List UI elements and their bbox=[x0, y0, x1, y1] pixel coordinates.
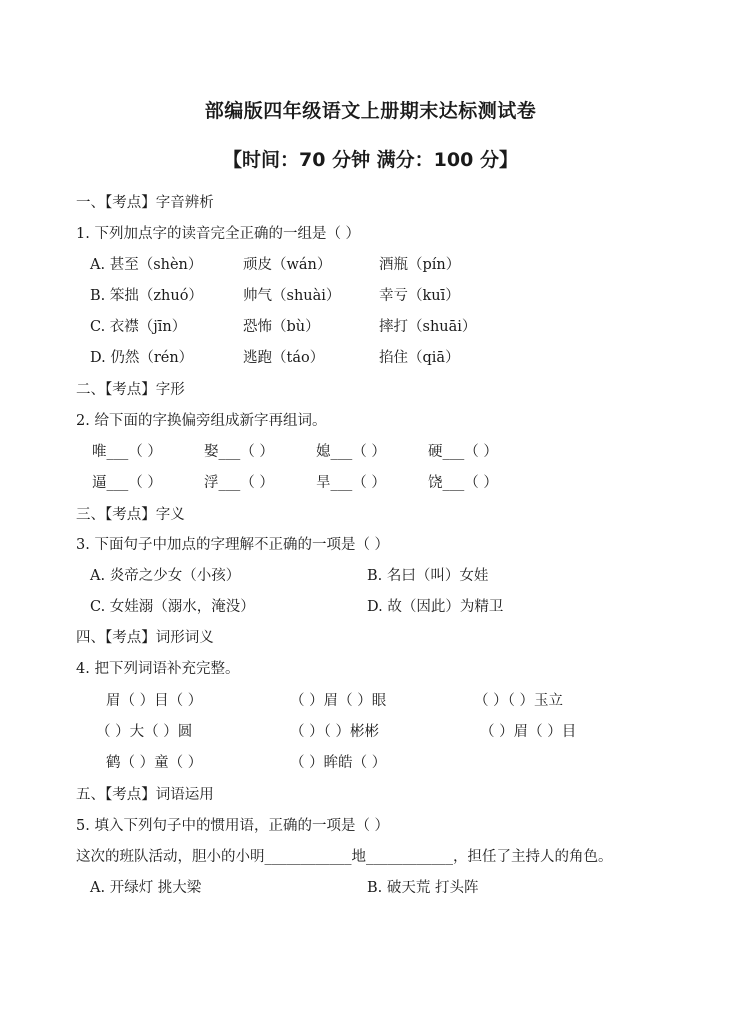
exam-time-score: 【时间：70 分钟 满分：100 分】 bbox=[223, 149, 518, 171]
q2-item: 硬___（ ） bbox=[428, 444, 498, 460]
q3-option-d: D. 故（因此）为精卫 bbox=[367, 599, 504, 615]
q4-item: （ ）眸皓（ ） bbox=[290, 755, 387, 771]
q1-option-a: A. 甚至（shèn） bbox=[90, 257, 203, 273]
q1-option-c-word3: 摔打（shuāi） bbox=[379, 319, 477, 335]
exam-title: 部编版四年级语文上册期末达标测试卷 bbox=[204, 100, 537, 122]
q2-item: 饶___（ ） bbox=[428, 475, 498, 491]
q2-item: 旱___（ ） bbox=[316, 475, 386, 491]
q4-item: （ ）眉（ ）眼 bbox=[290, 693, 387, 709]
question-1: 1. 下列加点字的读音完全正确的一组是（ ） bbox=[76, 226, 361, 242]
q3-option-a: A. 炎帝之少女（小孩） bbox=[90, 568, 241, 584]
q2-item: 媳___（ ） bbox=[316, 444, 386, 460]
q1-option-a-word3: 酒瓶（pín） bbox=[379, 257, 461, 273]
section-heading: 五、【考点】词语运用 bbox=[76, 787, 214, 803]
q1-option-d-word2: 逃跑（táo） bbox=[243, 350, 325, 366]
q5-option-a: A. 开绿灯 挑大梁 bbox=[90, 880, 202, 896]
q3-option-c: C. 女娃溺（溺水，淹没） bbox=[90, 599, 255, 615]
q1-option-b-word3: 幸亏（kuī） bbox=[379, 288, 460, 304]
section-heading: 四、【考点】词形词义 bbox=[76, 630, 214, 646]
q3-option-b: B. 名曰（叫）女娃 bbox=[367, 568, 489, 584]
question-3: 3. 下面句子中加点的字理解不正确的一项是（ ） bbox=[76, 537, 390, 553]
section-heading: 一、【考点】字音辨析 bbox=[76, 195, 214, 211]
q2-item: 娶___（ ） bbox=[204, 444, 274, 460]
q1-option-c-word2: 恐怖（bù） bbox=[243, 319, 320, 335]
q4-item: 鹤（ ）童（ ） bbox=[106, 755, 203, 771]
q1-option-a-word2: 顽皮（wán） bbox=[243, 257, 332, 273]
q4-item: （ ）眉（ ）目 bbox=[480, 724, 577, 740]
q1-option-b-word2: 帅气（shuài） bbox=[243, 288, 341, 304]
q5-sentence: 这次的班队活动，胆小的小明____________地____________，担任了主持人的角色。 bbox=[76, 849, 613, 865]
q4-item: （ ）（ ）玉立 bbox=[474, 693, 563, 709]
q5-option-b: B. 破天荒 打头阵 bbox=[367, 880, 479, 896]
q4-item: （ ）（ ）彬彬 bbox=[290, 724, 379, 740]
q2-item: 浮___（ ） bbox=[204, 475, 274, 491]
q4-item: 眉（ ）目（ ） bbox=[106, 693, 203, 709]
question-5: 5. 填入下列句子中的惯用语，正确的一项是（ ） bbox=[76, 818, 390, 834]
q2-item: 逼___（ ） bbox=[92, 475, 162, 491]
q2-item: 唯___（ ） bbox=[92, 444, 162, 460]
question-4: 4. 把下列词语补充完整。 bbox=[76, 661, 240, 677]
section-heading: 二、【考点】字形 bbox=[76, 382, 185, 398]
q1-option-c: C. 衣襟（jīn） bbox=[90, 319, 187, 335]
q1-option-b: B. 笨拙（zhuó） bbox=[90, 288, 203, 304]
q4-item: （ ）大（ ）圆 bbox=[96, 724, 193, 740]
q1-option-d: D. 仍然（rén） bbox=[90, 350, 194, 366]
section-heading: 三、【考点】字义 bbox=[76, 507, 185, 523]
question-2: 2. 给下面的字换偏旁组成新字再组词。 bbox=[76, 413, 327, 429]
q1-option-d-word3: 掐住（qiā） bbox=[379, 350, 460, 366]
